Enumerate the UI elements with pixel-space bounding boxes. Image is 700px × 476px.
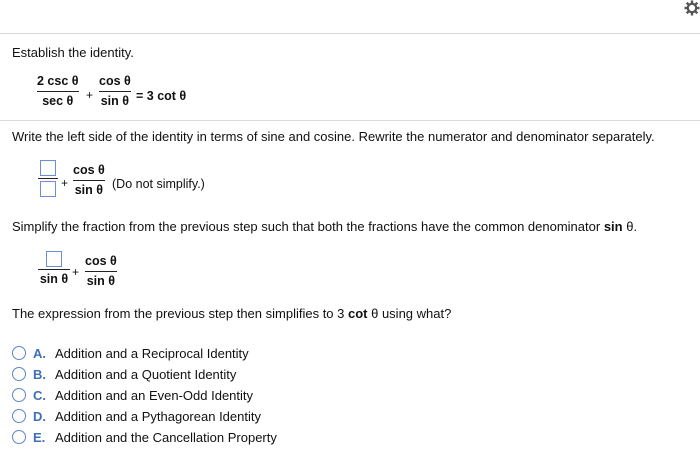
step1-note: (Do not simplify.): [112, 177, 205, 191]
radio-button[interactable]: [12, 388, 26, 402]
fraction-bar: [73, 180, 105, 181]
numerator-input-box[interactable]: [46, 251, 62, 267]
choice-d[interactable]: [12, 407, 261, 425]
step1-fraction-2: [73, 163, 105, 198]
plus-sign: +: [61, 176, 69, 190]
fraction-denominator: sin θ: [86, 274, 116, 288]
identity-rhs: = 3 cot θ: [136, 89, 187, 103]
choice-a[interactable]: [12, 344, 249, 362]
choice-text: Addition and the Cancellation Property: [55, 429, 277, 445]
choice-text: Addition and an Even-Odd Identity: [55, 387, 254, 403]
fraction-numerator: 2 csc θ: [37, 74, 79, 88]
fraction-numerator: cos θ: [85, 254, 117, 268]
fraction-bar: [85, 271, 117, 272]
plus-sign: +: [72, 265, 80, 279]
radio-button[interactable]: [12, 346, 26, 360]
choice-e[interactable]: [12, 428, 277, 446]
choice-text: Addition and a Reciprocal Identity: [55, 345, 249, 361]
identity-fraction-1: [37, 74, 79, 109]
gear-icon[interactable]: [684, 0, 700, 16]
choice-letter: D.: [33, 408, 46, 424]
radio-button[interactable]: [12, 430, 26, 444]
gear-icon-glyph: [684, 0, 700, 16]
fraction-denominator: sin θ: [74, 183, 104, 197]
choice-letter: A.: [33, 345, 46, 361]
numerator-input-box[interactable]: [40, 160, 56, 176]
fraction-denominator: sec θ: [42, 94, 74, 108]
choice-c[interactable]: [12, 386, 253, 404]
step2-instruction: [12, 219, 637, 234]
step1-instruction: Write the left side of the identity in terms of sine and cosine. Rewrite the numerator and denominator separately.: [12, 129, 655, 144]
fraction-numerator: cos θ: [99, 74, 131, 88]
fraction-bar: [37, 91, 79, 92]
step2-answer-fraction: [38, 251, 70, 287]
denominator-input-box[interactable]: [40, 181, 56, 197]
choice-b[interactable]: [12, 365, 236, 383]
choice-letter: C.: [33, 387, 46, 403]
step2-instruction-text: Simplify the fraction from the previous step such that both the fractions have the common denominator: [12, 219, 604, 234]
fraction-bar: [38, 178, 58, 179]
plus-sign: +: [86, 88, 94, 102]
fraction-denominator: sin θ: [100, 94, 130, 108]
step3-question-bold: cot: [348, 306, 368, 321]
fraction-denominator: sin θ: [39, 272, 69, 286]
choice-text: Addition and a Pythagorean Identity: [55, 408, 261, 424]
step3-question-text: The expression from the previous step then simplifies to 3: [12, 306, 348, 321]
radio-button[interactable]: [12, 367, 26, 381]
radio-button[interactable]: [12, 409, 26, 423]
fraction-bar: [99, 91, 131, 92]
step3-question: [12, 306, 451, 321]
choice-letter: E.: [33, 429, 46, 445]
choice-letter: B.: [33, 366, 46, 382]
fraction-numerator: cos θ: [73, 163, 105, 177]
header-divider: [0, 33, 700, 34]
step3-question-suffix: θ using what?: [367, 306, 452, 321]
fraction-bar: [38, 269, 70, 270]
identity-fraction-2: [99, 74, 131, 109]
question-prompt: Establish the identity.: [12, 45, 134, 60]
step2-fraction-2: [85, 254, 117, 289]
section-divider: [0, 120, 700, 121]
step2-instruction-suffix: θ.: [622, 219, 638, 234]
step1-answer-fraction: [38, 160, 58, 197]
step2-instruction-bold: sin: [603, 219, 623, 234]
choice-text: Addition and a Quotient Identity: [55, 366, 237, 382]
